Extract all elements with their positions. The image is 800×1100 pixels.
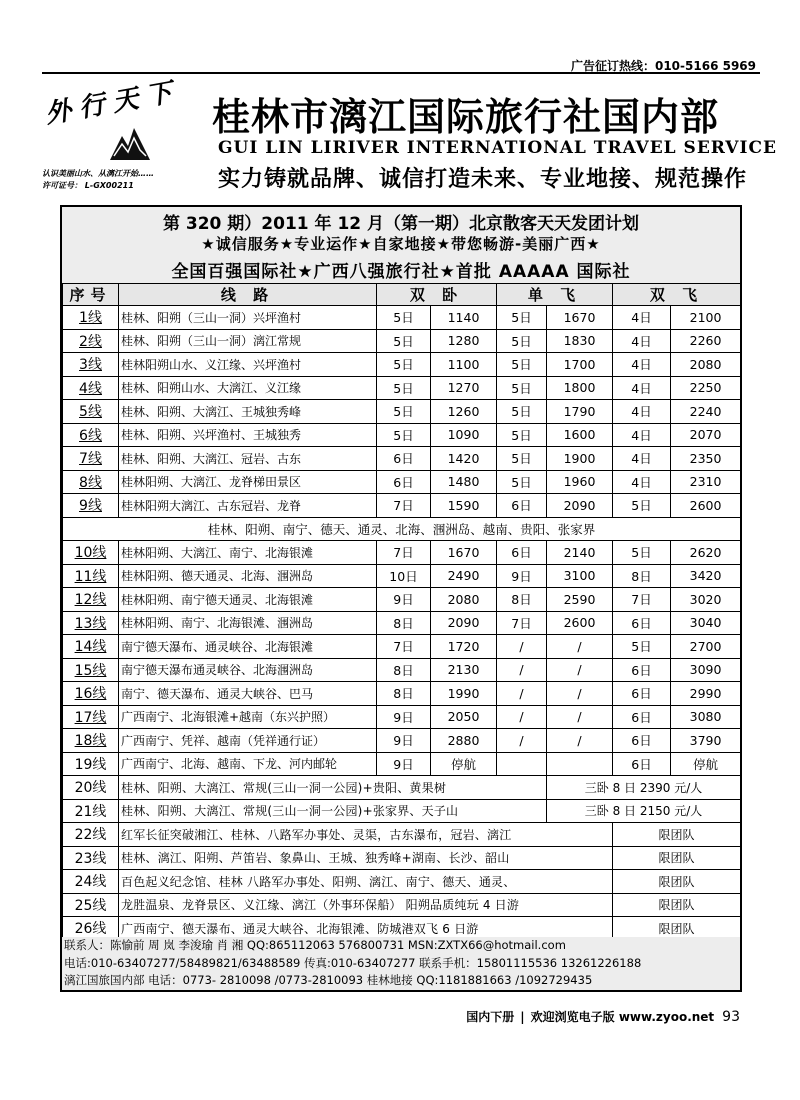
single-fly-days: 5日 [497,447,547,471]
single-fly-days: / [497,682,547,706]
single-fly-days: 5日 [497,353,547,377]
single-fly-days: 5日 [497,470,547,494]
double-sleeper-days: 9日 [377,588,431,612]
double-fly-price: 2250 [671,376,741,400]
single-fly-price: / [547,729,613,753]
double-fly-price: 2070 [671,423,741,447]
route-name: 广西南宁、北海、越南、下龙、河内邮轮 [119,752,377,776]
single-fly-price: 1700 [547,353,613,377]
double-sleeper-price: 1140 [431,306,497,330]
contact-phones: 电话:010-63407277/58489821/63488589 传真:010-63407277 联系手机：15801115536 13261226188 [64,955,642,970]
double-fly-price: 2990 [671,682,741,706]
line-number: 15线 [63,658,119,682]
double-fly-days: 6日 [613,752,671,776]
double-sleeper-price: 2490 [431,564,497,588]
line-number: 11线 [63,564,119,588]
table-row [63,846,741,870]
double-fly-days: 4日 [613,353,671,377]
line-number: 3线 [63,353,119,377]
double-sleeper-days: 9日 [377,752,431,776]
footer-website: 欢迎浏览电子版 www.zyoo.net [530,1010,715,1024]
route-name: 桂林阳朔大漓江、古东冠岩、龙脊 [119,494,377,518]
double-fly-days: 8日 [613,564,671,588]
single-fly-price: / [547,635,613,659]
single-fly-price: 1900 [547,447,613,471]
double-fly-price: 2100 [671,306,741,330]
double-fly-days: 4日 [613,470,671,494]
table-row [63,776,741,800]
rows-group-c [63,776,741,823]
footer-section: 国内下册 [466,1010,515,1024]
footer-separator: | [520,1010,525,1024]
line-number: 21线 [63,799,119,823]
logo-subtitle: 认识美丽山水、从漓江开始…… [42,169,154,178]
double-fly-days: 4日 [613,376,671,400]
banner-title: 第 320 期）2011 年 12 月（第一期）北京散客天天发团计划 [162,214,640,234]
table-row [63,353,741,377]
route-name: 桂林、阳朔、大漓江、常规(三山一洞一公园)+张家界、天子山 [119,799,547,823]
table-row [63,541,741,565]
table-row [63,329,741,353]
line-number: 7线 [63,447,119,471]
route-note: 限团队 [613,893,741,917]
group-heading: 桂林、阳朔、南宁、德天、通灵、北海、涠洲岛、越南、贵阳、张家界 [63,517,741,541]
double-sleeper-days: 5日 [377,376,431,400]
mountain-icon [110,126,150,160]
double-sleeper-days: 7日 [377,541,431,565]
double-fly-price: 3040 [671,611,741,635]
route-name: 桂林、阳朔山水、大漓江、义江缘 [119,376,377,400]
line-number: 26线 [63,917,119,941]
double-fly-price: 2310 [671,470,741,494]
single-fly-price: 2090 [547,494,613,518]
table-row [63,494,741,518]
single-fly-days: / [497,729,547,753]
single-fly-price [547,752,613,776]
single-fly-days: 7日 [497,611,547,635]
single-fly-days: 5日 [497,306,547,330]
line-number: 4线 [63,376,119,400]
company-logo [42,78,210,196]
route-name: 广西南宁、凭祥、越南（凭祥通行证） [119,729,377,753]
table-row [63,658,741,682]
single-fly-days: 9日 [497,564,547,588]
line-number: 19线 [63,752,119,776]
header-double-sleeper: 双 卧 [377,284,497,306]
line-number: 8线 [63,470,119,494]
single-fly-price: 1800 [547,376,613,400]
double-sleeper-price: 2130 [431,658,497,682]
double-fly-price: 2240 [671,400,741,424]
single-fly-price: / [547,658,613,682]
line-number: 5线 [63,400,119,424]
single-fly-days: / [497,635,547,659]
double-sleeper-days: 8日 [377,658,431,682]
table-row [63,400,741,424]
price-table [62,283,741,941]
double-fly-days: 4日 [613,329,671,353]
line-number: 14线 [63,635,119,659]
route-name: 南宁、德天瀑布、通灵大峡谷、巴马 [119,682,377,706]
double-fly-days: 5日 [613,635,671,659]
line-number: 17线 [63,705,119,729]
double-sleeper-days: 5日 [377,353,431,377]
double-sleeper-days: 5日 [377,400,431,424]
single-fly-price: 1670 [547,306,613,330]
double-sleeper-price: 1990 [431,682,497,706]
single-fly-days: / [497,705,547,729]
double-fly-price: 3790 [671,729,741,753]
single-fly-days: 6日 [497,494,547,518]
double-fly-price: 3420 [671,564,741,588]
double-fly-price: 2260 [671,329,741,353]
double-sleeper-days: 8日 [377,682,431,706]
table-row [63,705,741,729]
line-number: 10线 [63,541,119,565]
double-fly-price: 2600 [671,494,741,518]
double-sleeper-price: 2080 [431,588,497,612]
contact-info [62,937,740,990]
double-sleeper-days: 5日 [377,306,431,330]
route-name: 南宁德天瀑布、通灵峡谷、北海银滩 [119,635,377,659]
double-sleeper-days: 8日 [377,611,431,635]
double-fly-price: 2350 [671,447,741,471]
double-fly-price: 2700 [671,635,741,659]
double-sleeper-days: 6日 [377,447,431,471]
double-fly-days: 7日 [613,588,671,612]
table-row [63,635,741,659]
route-name: 桂林阳朔、大漓江、龙脊梯田景区 [119,470,377,494]
single-fly-days: 6日 [497,541,547,565]
rows-group-b [63,541,741,776]
single-fly-price: 2600 [547,611,613,635]
table-row [63,423,741,447]
line-number: 25线 [63,893,119,917]
route-note: 限团队 [613,823,741,847]
page-number: 93 [722,1009,740,1025]
route-name: 桂林阳朔、大漓江、南宁、北海银滩 [119,541,377,565]
line-number: 12线 [63,588,119,612]
route-name: 桂林阳朔、南宁德天通灵、北海银滩 [119,588,377,612]
double-fly-days: 4日 [613,447,671,471]
banner-motto: ★诚信服务★专业运作★自家地接★带您畅游-美丽广西★ [201,235,601,253]
double-sleeper-days: 5日 [377,423,431,447]
single-fly-price: 1960 [547,470,613,494]
double-fly-days: 6日 [613,611,671,635]
itinerary-box [60,205,742,992]
route-note: 限团队 [613,846,741,870]
route-name: 桂林、阳朔、兴坪渔村、王城独秀 [119,423,377,447]
double-sleeper-days: 9日 [377,705,431,729]
company-title-english: GUI LIN LIRIVER INTERNATIONAL TRAVEL SERVICE [218,138,777,158]
route-name: 龙胜温泉、龙脊景区、义江缘、漓江（外事环保船） 阳朔品质纯玩 4 日游 [119,893,613,917]
single-fly-days: 8日 [497,588,547,612]
double-sleeper-price: 2050 [431,705,497,729]
single-fly-price: 1830 [547,329,613,353]
double-sleeper-price: 2090 [431,611,497,635]
route-name: 桂林阳朔山水、义江缘、兴坪渔村 [119,353,377,377]
double-fly-days: 6日 [613,705,671,729]
ad-hotline: 广告征订热线：010-5166 5969 [570,59,756,73]
license-number: 许可证号： L-GX00211 [42,181,134,190]
table-row [63,729,741,753]
route-note: 三卧 8 日 2150 元/人 [547,799,741,823]
contact-people: 联系人：陈愉前 周 岚 李浚瑜 肖 湘 QQ:865112063 576800731 MSN:ZXTX66@hotmail.com [64,938,566,952]
table-row [63,447,741,471]
table-row [63,611,741,635]
header-no: 序号 [63,284,119,306]
double-fly-price: 3020 [671,588,741,612]
double-fly-days: 6日 [613,729,671,753]
double-fly-price: 停航 [671,752,741,776]
table-row [63,752,741,776]
line-number: 16线 [63,682,119,706]
company-title: 桂林市漓江国际旅行社国内部 [212,94,720,139]
double-sleeper-days: 9日 [377,729,431,753]
single-fly-days: / [497,658,547,682]
contact-office: 漓江国旅国内部 电话：0773- 2810098 /0773-2810093 桂林地接 QQ:1181881663 /1092729435 [64,973,593,987]
line-number: 24线 [63,870,119,894]
double-sleeper-days: 7日 [377,494,431,518]
header-single-fly: 单 飞 [497,284,613,306]
table-row [63,306,741,330]
double-fly-days: 4日 [613,423,671,447]
banner [62,207,740,283]
line-number: 13线 [63,611,119,635]
table-row [63,588,741,612]
group-heading-row [63,517,741,541]
line-number: 22线 [63,823,119,847]
double-fly-days: 6日 [613,682,671,706]
double-sleeper-days: 5日 [377,329,431,353]
route-note: 三卧 8 日 2390 元/人 [547,776,741,800]
table-header [63,284,741,306]
double-sleeper-days: 6日 [377,470,431,494]
double-sleeper-days: 10日 [377,564,431,588]
route-name: 广西南宁、北海银滩+越南（东兴护照） [119,705,377,729]
line-number: 6线 [63,423,119,447]
rows-group-a [63,306,741,518]
table-row [63,470,741,494]
double-sleeper-price: 1720 [431,635,497,659]
line-number: 1线 [63,306,119,330]
table-row [63,799,741,823]
single-fly-days [497,752,547,776]
route-name: 广西南宁、德天瀑布、通灵大峡谷、北海银滩、防城港双飞 6 日游 [119,917,613,941]
single-fly-days: 5日 [497,376,547,400]
table-row [63,564,741,588]
double-fly-price: 2620 [671,541,741,565]
double-sleeper-price: 1280 [431,329,497,353]
double-sleeper-price: 2880 [431,729,497,753]
header-double-fly: 双 飞 [613,284,741,306]
single-fly-price: / [547,705,613,729]
route-name: 桂林阳朔、南宁、北海银滩、涠洲岛 [119,611,377,635]
line-number: 2线 [63,329,119,353]
route-name: 桂林、阳朔、大漓江、常规(三山一洞一公园)+贵阳、黄果树 [119,776,547,800]
route-note: 限团队 [613,870,741,894]
route-name: 桂林、漓江、阳朔、芦笛岩、象鼻山、王城、独秀峰+湖南、长沙、韶山 [119,846,613,870]
table-row [63,870,741,894]
double-sleeper-price: 1480 [431,470,497,494]
banner-credentials: 全国百强国际社★广西八强旅行社★首批 AAAAA 国际社 [171,262,631,282]
single-fly-price: 1790 [547,400,613,424]
route-name: 百色起义纪念馆、桂林 八路军办事处、阳朔、漓江、南宁、德天、通灵、 [119,870,613,894]
double-fly-price: 3090 [671,658,741,682]
single-fly-days: 5日 [497,329,547,353]
single-fly-price: / [547,682,613,706]
route-name: 桂林、阳朔、大漓江、冠岩、古东 [119,447,377,471]
route-name: 桂林、阳朔（三山一洞）漓江常规 [119,329,377,353]
company-slogan: 实力铸就品牌、诚信打造未来、专业地接、规范操作 [218,167,748,192]
top-divider [42,72,760,74]
header [42,76,777,196]
route-name: 桂林阳朔、德天通灵、北海、涠洲岛 [119,564,377,588]
route-name: 桂林、阳朔、大漓江、王城独秀峰 [119,400,377,424]
page-footer [466,1008,740,1025]
double-fly-days: 6日 [613,658,671,682]
logo-script-text: 外行天下 [43,76,183,130]
single-fly-price: 2590 [547,588,613,612]
double-fly-days: 5日 [613,494,671,518]
double-sleeper-price: 1270 [431,376,497,400]
route-name: 桂林、阳朔（三山一洞）兴坪渔村 [119,306,377,330]
single-fly-days: 5日 [497,400,547,424]
double-fly-days: 5日 [613,541,671,565]
double-sleeper-price: 1420 [431,447,497,471]
route-note: 限团队 [613,917,741,941]
double-sleeper-price: 停航 [431,752,497,776]
double-fly-days: 4日 [613,400,671,424]
double-sleeper-price: 1100 [431,353,497,377]
route-name: 南宁德天瀑布通灵峡谷、北海涠洲岛 [119,658,377,682]
double-fly-price: 3080 [671,705,741,729]
table-row [63,376,741,400]
double-fly-days: 4日 [613,306,671,330]
table-row [63,823,741,847]
double-sleeper-price: 1670 [431,541,497,565]
double-sleeper-price: 1590 [431,494,497,518]
single-fly-price: 1600 [547,423,613,447]
single-fly-days: 5日 [497,423,547,447]
double-sleeper-price: 1090 [431,423,497,447]
rows-group-d [63,823,741,941]
header-route: 线 路 [119,284,377,306]
double-sleeper-days: 7日 [377,635,431,659]
line-number: 20线 [63,776,119,800]
single-fly-price: 2140 [547,541,613,565]
double-fly-price: 2080 [671,353,741,377]
line-number: 23线 [63,846,119,870]
table-row [63,893,741,917]
single-fly-price: 3100 [547,564,613,588]
line-number: 18线 [63,729,119,753]
table-row [63,682,741,706]
double-sleeper-price: 1260 [431,400,497,424]
route-name: 红军长征突破湘江、桂林、八路军办事处、灵渠，古东瀑布，冠岩、漓江 [119,823,613,847]
line-number: 9线 [63,494,119,518]
